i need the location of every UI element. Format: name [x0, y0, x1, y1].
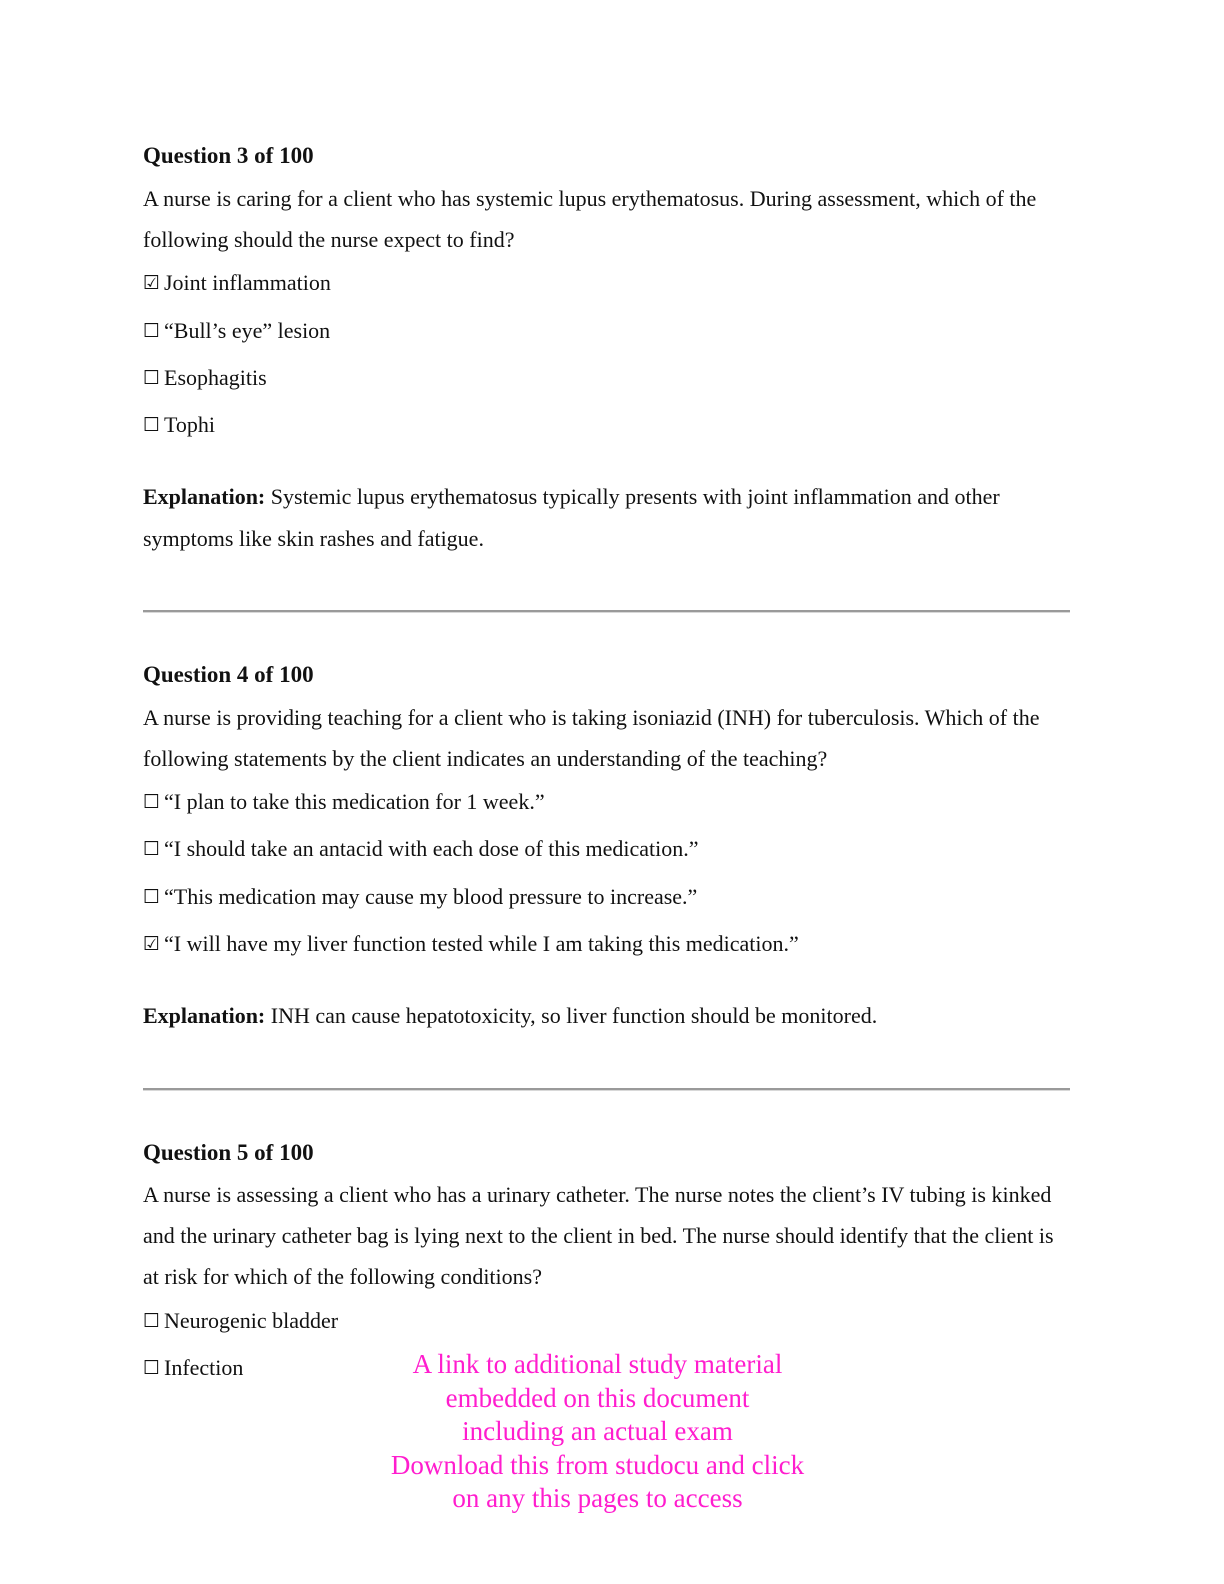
- checkbox-icon[interactable]: ☐: [143, 367, 161, 389]
- promo-line[interactable]: A link to additional study material: [412, 1349, 783, 1379]
- checkbox-icon[interactable]: ☐: [143, 414, 161, 436]
- question-stem: A nurse is assessing a client who has a urinary catheter. The nurse notes the client’s IV tubing is kinked and the urinary catheter bag is lying next to the client in bed. The nurse should identify that the client is at risk for which of the following conditions?: [143, 1182, 1054, 1289]
- answer-option[interactable]: [143, 317, 330, 345]
- answer-option[interactable]: [143, 269, 331, 297]
- checkbox-icon[interactable]: ☐: [143, 1310, 161, 1332]
- option-text: “I should take an antacid with each dose of this medication.”: [164, 836, 699, 861]
- answer-option[interactable]: [143, 1307, 338, 1335]
- checkbox-icon[interactable]: ☐: [143, 838, 161, 860]
- checkbox-icon[interactable]: ☐: [143, 886, 161, 908]
- explanation-label: Explanation:: [143, 1003, 266, 1028]
- checkbox-icon[interactable]: ☐: [143, 791, 161, 813]
- answer-option[interactable]: [143, 1354, 243, 1382]
- option-text: Tophi: [164, 412, 216, 437]
- answer-option[interactable]: [143, 883, 697, 911]
- option-text: “I will have my liver function tested while I am taking this medication.”: [164, 931, 799, 956]
- answer-option[interactable]: [143, 411, 215, 439]
- option-text: Esophagitis: [164, 365, 267, 390]
- option-text: Infection: [164, 1355, 244, 1380]
- answer-option[interactable]: [143, 835, 699, 863]
- study-material-link[interactable]: [340, 1348, 855, 1516]
- promo-line[interactable]: including an actual exam: [462, 1416, 733, 1446]
- answer-option[interactable]: [143, 930, 799, 958]
- question-stem: A nurse is caring for a client who has systemic lupus erythematosus. During assessment, which of the following should the nurse expect to find?: [143, 186, 1037, 252]
- answer-option[interactable]: [143, 788, 545, 816]
- promo-line[interactable]: on any this pages to access: [452, 1483, 743, 1513]
- question-title: Question 5 of 100: [143, 1140, 314, 1165]
- option-text: Neurogenic bladder: [164, 1308, 339, 1333]
- checkbox-icon[interactable]: ☐: [143, 1357, 161, 1379]
- option-text: “I plan to take this medication for 1 week.”: [164, 789, 545, 814]
- explanation-label: Explanation:: [143, 484, 266, 509]
- explanation-text: INH can cause hepatotoxicity, so liver function should be monitored.: [270, 1003, 878, 1028]
- explanation-text: Systemic lupus erythematosus typically presents with joint inflammation and other symptoms like skin rashes and fatigue.: [143, 484, 1000, 551]
- section-divider: [143, 1088, 1070, 1091]
- question-stem: A nurse is providing teaching for a client who is taking isoniazid (INH) for tuberculosis. Which of the following statements by the client indicates an understanding of the teaching?: [143, 705, 1040, 771]
- explanation: [143, 995, 1073, 1037]
- promo-line[interactable]: Download this from studocu and click: [390, 1449, 805, 1480]
- checked-box-icon[interactable]: ☑: [143, 933, 161, 955]
- section-divider: [143, 610, 1070, 613]
- option-text: “This medication may cause my blood pressure to increase.”: [164, 884, 698, 909]
- question-title: Question 3 of 100: [143, 143, 314, 168]
- answer-option[interactable]: [143, 364, 267, 392]
- checkbox-icon[interactable]: ☐: [143, 320, 161, 342]
- checked-box-icon[interactable]: ☑: [143, 272, 161, 294]
- option-text: Joint inflammation: [164, 270, 331, 295]
- promo-line[interactable]: embedded on this document: [445, 1382, 750, 1413]
- question-title: Question 4 of 100: [143, 662, 314, 687]
- option-text: “Bull’s eye” lesion: [164, 318, 331, 343]
- explanation: [143, 476, 1073, 560]
